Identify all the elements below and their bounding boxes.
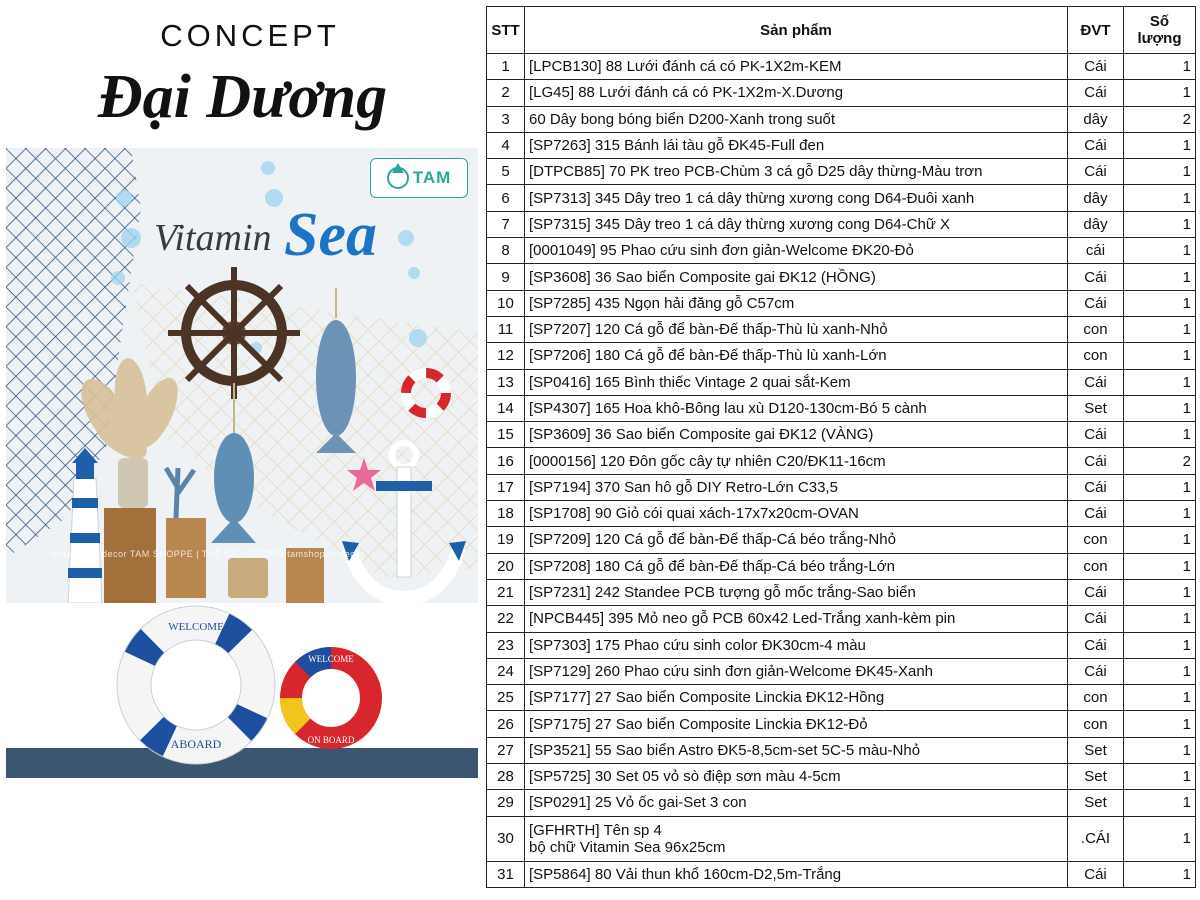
cell-stt: 19 <box>487 527 525 553</box>
table-header-row <box>487 7 1196 54</box>
cell-qty: 1 <box>1124 737 1196 763</box>
table-row <box>487 553 1196 579</box>
table-row <box>487 764 1196 790</box>
cell-stt: 10 <box>487 290 525 316</box>
cell-qty: 1 <box>1124 861 1196 887</box>
cell-unit: dây <box>1068 185 1124 211</box>
cell-product: [SP7285] 435 Ngọn hải đăng gỗ C57cm <box>525 290 1068 316</box>
cell-unit: Cái <box>1068 501 1124 527</box>
cell-product: [SP7208] 180 Cá gỗ để bàn-Đế thấp-Cá béo trắng-Lớn <box>525 553 1068 579</box>
cell-stt: 2 <box>487 80 525 106</box>
table-row <box>487 632 1196 658</box>
table-row <box>487 132 1196 158</box>
cell-product: [SP7206] 180 Cá gỗ để bàn-Đế thấp-Thù lù xanh-Lớn <box>525 343 1068 369</box>
header-qty-line2: lượng <box>1137 30 1182 47</box>
cell-stt: 9 <box>487 264 525 290</box>
cell-unit: Cái <box>1068 474 1124 500</box>
table-row <box>487 606 1196 632</box>
cell-stt: 27 <box>487 737 525 763</box>
header-stt: STT <box>487 7 525 54</box>
header-unit: ĐVT <box>1068 7 1124 54</box>
cell-qty: 1 <box>1124 422 1196 448</box>
rattan-basket <box>228 558 268 598</box>
cell-unit: cái <box>1068 238 1124 264</box>
cell-unit: dây <box>1068 106 1124 132</box>
cell-stt: 23 <box>487 632 525 658</box>
table-row <box>487 422 1196 448</box>
cell-stt: 21 <box>487 579 525 605</box>
cell-product: [NPCB445] 395 Mỏ neo gỗ PCB 60x42 Led-Trắng xanh-kèm pin <box>525 606 1068 632</box>
table-row <box>487 816 1196 861</box>
cell-qty: 1 <box>1124 185 1196 211</box>
cell-unit: Cái <box>1068 579 1124 605</box>
decor-photo <box>6 148 478 778</box>
cell-product: [SP3521] 55 Sao biển Astro ĐK5-8,5cm-set 5C-5 màu-Nhỏ <box>525 737 1068 763</box>
cell-unit: Cái <box>1068 159 1124 185</box>
table-row <box>487 54 1196 80</box>
carpet-floor <box>6 748 478 778</box>
table-row <box>487 185 1196 211</box>
cell-product <box>525 816 1068 861</box>
table-row <box>487 395 1196 421</box>
big-lifebuoy-text-bottom: ABOARD <box>170 737 222 751</box>
cell-qty: 2 <box>1124 106 1196 132</box>
cell-product: [SP7177] 27 Sao biển Composite Linckia ĐK12-Hồng <box>525 685 1068 711</box>
cell-unit: Set <box>1068 395 1124 421</box>
cell-product: [SP5864] 80 Vải thun khổ 160cm-D2,5m-Trắng <box>525 861 1068 887</box>
cell-unit: Cái <box>1068 448 1124 474</box>
cell-stt: 12 <box>487 343 525 369</box>
cell-product: [SP3608] 36 Sao biển Composite gai ĐK12 (HỒNG) <box>525 264 1068 290</box>
cell-qty: 1 <box>1124 501 1196 527</box>
table-row <box>487 238 1196 264</box>
table-row <box>487 80 1196 106</box>
cell-qty: 1 <box>1124 395 1196 421</box>
cell-qty: 1 <box>1124 658 1196 684</box>
cell-unit: con <box>1068 343 1124 369</box>
table-row <box>487 579 1196 605</box>
cell-unit: con <box>1068 711 1124 737</box>
cell-product: [0000156] 120 Đôn gốc cây tự nhiên C20/ĐK11-16cm <box>525 448 1068 474</box>
cell-unit: Cái <box>1068 264 1124 290</box>
table-row <box>487 685 1196 711</box>
cell-qty: 2 <box>1124 448 1196 474</box>
table-row <box>487 501 1196 527</box>
cell-qty: 1 <box>1124 159 1196 185</box>
cell-unit: Set <box>1068 737 1124 763</box>
cell-qty: 1 <box>1124 711 1196 737</box>
ship-wheel <box>168 267 300 399</box>
table-row <box>487 527 1196 553</box>
table-row <box>487 211 1196 237</box>
cell-unit: Cái <box>1068 132 1124 158</box>
sign-sea: Sea <box>284 201 377 269</box>
cell-qty: 1 <box>1124 474 1196 500</box>
tam-logo-icon <box>387 167 409 189</box>
cell-unit: dây <box>1068 211 1124 237</box>
cell-product: [SP5725] 30 Set 05 vỏ sò điệp sơn màu 4-5cm <box>525 764 1068 790</box>
header-qty <box>1124 7 1196 54</box>
cell-product: [SP3609] 36 Sao biển Composite gai ĐK12 (VÀNG) <box>525 422 1068 448</box>
cell-stt: 1 <box>487 54 525 80</box>
cell-product: [SP7194] 370 San hô gỗ DIY Retro-Lớn C33,5 <box>525 474 1068 500</box>
cell-qty: 1 <box>1124 369 1196 395</box>
product-table-wrapper <box>486 6 1195 888</box>
cell-qty: 1 <box>1124 685 1196 711</box>
concept-title: Đại Dương <box>97 63 388 131</box>
cell-qty: 1 <box>1124 790 1196 816</box>
photo-watermark: tamshoppe.decor TAM SHOPPE | THẾ GIỚI DECOR tamshoppe.decor <box>50 549 365 559</box>
cell-product: [SP7207] 120 Cá gỗ để bàn-Đế thấp-Thù lù xanh-Nhỏ <box>525 316 1068 342</box>
cell-stt: 18 <box>487 501 525 527</box>
cell-stt: 17 <box>487 474 525 500</box>
cell-stt: 30 <box>487 816 525 861</box>
tam-shoppe-logo <box>370 158 468 198</box>
cell-stt: 3 <box>487 106 525 132</box>
cell-qty: 1 <box>1124 290 1196 316</box>
cell-qty: 1 <box>1124 80 1196 106</box>
vintage-vase <box>118 458 148 508</box>
cell-product: [SP7209] 120 Cá gỗ để bàn-Đế thấp-Cá béo trắng-Nhỏ <box>525 527 1068 553</box>
cell-qty: 1 <box>1124 238 1196 264</box>
cell-product: [DTPCB85] 70 PK treo PCB-Chùm 3 cá gỗ D25 dây thừng-Màu trơn <box>525 159 1068 185</box>
cell-stt: 29 <box>487 790 525 816</box>
table-row <box>487 790 1196 816</box>
cell-qty: 1 <box>1124 606 1196 632</box>
table-row <box>487 474 1196 500</box>
cell-qty: 1 <box>1124 816 1196 861</box>
colour-lifebuoy-text-top: WELCOME <box>308 654 354 664</box>
cell-stt: 20 <box>487 553 525 579</box>
concept-panel <box>0 0 480 900</box>
table-row <box>487 343 1196 369</box>
cell-stt: 7 <box>487 211 525 237</box>
header-qty-line1: Số <box>1149 13 1170 30</box>
cell-product: [SP7175] 27 Sao biển Composite Linckia ĐK12-Đỏ <box>525 711 1068 737</box>
cell-unit: Cái <box>1068 422 1124 448</box>
cell-product: [LPCB130] 88 Lưới đánh cá có PK-1X2m-KEM <box>525 54 1068 80</box>
cell-product: [SP7313] 345 Dây treo 1 cá dây thừng xương cong D64-Đuôi xanh <box>525 185 1068 211</box>
cell-stt: 16 <box>487 448 525 474</box>
product-rows <box>487 54 1196 888</box>
cell-unit: Set <box>1068 790 1124 816</box>
cell-qty: 1 <box>1124 764 1196 790</box>
table-row <box>487 264 1196 290</box>
cell-stt: 11 <box>487 316 525 342</box>
header-product: Sản phẩm <box>525 7 1068 54</box>
big-lifebuoy-text-top: WELCOME <box>168 621 224 633</box>
cell-unit: Cái <box>1068 369 1124 395</box>
cell-unit: con <box>1068 553 1124 579</box>
cell-unit: Set <box>1068 764 1124 790</box>
cell-qty: 1 <box>1124 316 1196 342</box>
cell-qty: 1 <box>1124 579 1196 605</box>
cell-qty: 1 <box>1124 527 1196 553</box>
cell-qty: 1 <box>1124 264 1196 290</box>
table-row <box>487 861 1196 887</box>
cell-unit: Cái <box>1068 861 1124 887</box>
table-row <box>487 316 1196 342</box>
cell-stt: 24 <box>487 658 525 684</box>
cell-product: [SP7263] 315 Bánh lái tàu gỗ ĐK45-Full đen <box>525 132 1068 158</box>
cell-qty: 1 <box>1124 54 1196 80</box>
cell-unit: Cái <box>1068 80 1124 106</box>
cell-qty: 1 <box>1124 553 1196 579</box>
cell-stt: 28 <box>487 764 525 790</box>
cell-stt: 13 <box>487 369 525 395</box>
cell-product: [SP7231] 242 Standee PCB tượng gỗ mốc trắng-Sao biển <box>525 579 1068 605</box>
table-row <box>487 737 1196 763</box>
concept-label: CONCEPT <box>160 18 340 53</box>
cell-product: [SP0416] 165 Bình thiếc Vintage 2 quai sắt-Kem <box>525 369 1068 395</box>
cell-unit: con <box>1068 316 1124 342</box>
table-row <box>487 369 1196 395</box>
cell-unit: con <box>1068 527 1124 553</box>
table-row <box>487 711 1196 737</box>
cell-qty: 1 <box>1124 632 1196 658</box>
cell-stt: 6 <box>487 185 525 211</box>
cell-stt: 8 <box>487 238 525 264</box>
cell-unit: Cái <box>1068 54 1124 80</box>
cell-unit: Cái <box>1068 632 1124 658</box>
cell-stt: 14 <box>487 395 525 421</box>
cell-stt: 15 <box>487 422 525 448</box>
cell-product: [SP1708] 90 Giỏ cói quai xách-17x7x20cm-OVAN <box>525 501 1068 527</box>
cell-product-line1: [GFHRTH] Tên sp 4 <box>529 821 662 839</box>
sign-vitamin: Vitamin <box>154 217 272 259</box>
cell-product: [SP7303] 175 Phao cứu sinh color ĐK30cm-4 màu <box>525 632 1068 658</box>
cell-qty: 1 <box>1124 211 1196 237</box>
cell-stt: 31 <box>487 861 525 887</box>
cell-product: 60 Dây bong bóng biển D200-Xanh trong suốt <box>525 106 1068 132</box>
table-row <box>487 106 1196 132</box>
cell-unit: .CÁI <box>1068 816 1124 861</box>
cell-unit: Cái <box>1068 606 1124 632</box>
table-row <box>487 290 1196 316</box>
table-row <box>487 658 1196 684</box>
cell-stt: 25 <box>487 685 525 711</box>
cell-qty: 1 <box>1124 132 1196 158</box>
colour-lifebuoy-text-bottom: ON BOARD <box>307 735 355 745</box>
cell-unit: Cái <box>1068 290 1124 316</box>
cell-product: [0001049] 95 Phao cứu sinh đơn giản-Welcome ĐK20-Đỏ <box>525 238 1068 264</box>
cell-product-line2: bộ chữ Vitamin Sea 96x25cm <box>529 838 726 856</box>
cell-unit: con <box>1068 685 1124 711</box>
cell-stt: 22 <box>487 606 525 632</box>
table-row <box>487 448 1196 474</box>
cell-product: [SP7315] 345 Dây treo 1 cá dây thừng xương cong D64-Chữ X <box>525 211 1068 237</box>
cell-product: [LG45] 88 Lưới đánh cá có PK-1X2m-X.Dương <box>525 80 1068 106</box>
cell-unit: Cái <box>1068 658 1124 684</box>
cell-stt: 4 <box>487 132 525 158</box>
cell-product: [SP4307] 165 Hoa khô-Bông lau xù D120-130cm-Bó 5 cành <box>525 395 1068 421</box>
brand-name: TAM <box>412 168 452 187</box>
cell-qty: 1 <box>1124 343 1196 369</box>
cell-stt: 5 <box>487 159 525 185</box>
table-row <box>487 159 1196 185</box>
cell-product: [SP0291] 25 Vỏ ốc gai-Set 3 con <box>525 790 1068 816</box>
cell-stt: 26 <box>487 711 525 737</box>
product-table <box>486 6 1196 888</box>
cell-product: [SP7129] 260 Phao cứu sinh đơn giản-Welcome ĐK45-Xanh <box>525 658 1068 684</box>
